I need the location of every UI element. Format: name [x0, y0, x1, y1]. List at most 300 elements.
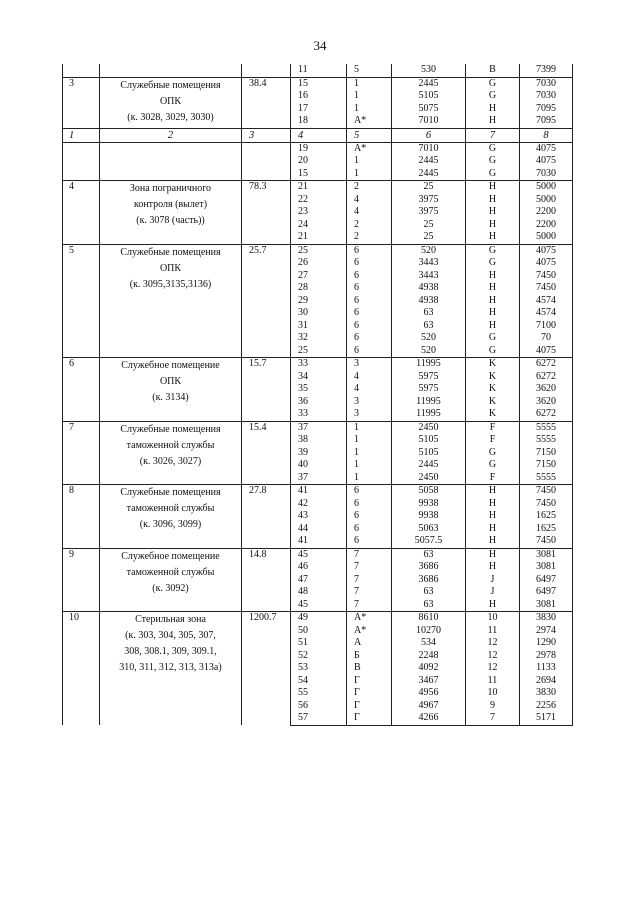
zone-description-line: (к. 303, 304, 305, 307, — [125, 630, 216, 641]
coord-label: G — [466, 447, 520, 460]
coord-label: H — [466, 561, 520, 574]
table-body — [63, 64, 573, 725]
point-number: 37 — [291, 472, 347, 485]
point-number: 57 — [291, 712, 347, 725]
point-number: 25 — [291, 345, 347, 358]
point-number: 36 — [291, 396, 347, 409]
point-number: 54 — [291, 675, 347, 688]
point-number: 49 — [291, 612, 347, 625]
zone-description-line: Служебные помещения — [120, 487, 221, 498]
table-row — [63, 485, 573, 498]
zone-area: 38.4 — [242, 77, 291, 128]
table-row — [63, 77, 573, 90]
coord-y: 7450 — [520, 282, 573, 295]
coord-x: 2445 — [392, 459, 466, 472]
coord-label: G — [466, 77, 520, 90]
point-type: Г — [347, 687, 392, 700]
point-number: 35 — [291, 383, 347, 396]
coord-y: 2694 — [520, 675, 573, 688]
point-number: 17 — [291, 103, 347, 116]
coord-x: 2248 — [392, 650, 466, 663]
point-type: 1 — [347, 77, 392, 90]
coord-y: 3081 — [520, 548, 573, 561]
coord-y: 4075 — [520, 345, 573, 358]
coord-y: 7150 — [520, 459, 573, 472]
zone-number — [63, 142, 100, 181]
coord-y: 5555 — [520, 434, 573, 447]
coord-x: 9938 — [392, 498, 466, 511]
coord-y: 3081 — [520, 561, 573, 574]
coord-label: H — [466, 320, 520, 333]
coord-x: 3975 — [392, 206, 466, 219]
coord-y: 1290 — [520, 637, 573, 650]
coord-y: 1625 — [520, 510, 573, 523]
coord-x: 5105 — [392, 447, 466, 460]
point-type: Г — [347, 675, 392, 688]
coord-label: H — [466, 599, 520, 612]
coord-label: H — [466, 103, 520, 116]
coord-label: H — [466, 510, 520, 523]
coord-x: 63 — [392, 320, 466, 333]
point-type: 7 — [347, 561, 392, 574]
point-type: 6 — [347, 485, 392, 498]
coord-y: 6272 — [520, 358, 573, 371]
coord-label: G — [466, 244, 520, 257]
coord-label: 11 — [466, 625, 520, 638]
point-type: 6 — [347, 535, 392, 548]
point-type: 7 — [347, 586, 392, 599]
coord-x: 5105 — [392, 90, 466, 103]
point-number: 41 — [291, 485, 347, 498]
coord-x: 63 — [392, 599, 466, 612]
coord-label: G — [466, 345, 520, 358]
coord-label: K — [466, 371, 520, 384]
point-type: 7 — [347, 574, 392, 587]
zone-description — [100, 142, 242, 181]
zone-number: 8 — [63, 485, 100, 549]
point-number: 19 — [291, 142, 347, 155]
point-type: 6 — [347, 345, 392, 358]
coord-x: 11995 — [392, 408, 466, 421]
coord-x: 25 — [392, 181, 466, 194]
point-number: 21 — [291, 231, 347, 244]
coord-x: 4938 — [392, 295, 466, 308]
point-type: 3 — [347, 408, 392, 421]
point-number: 25 — [291, 244, 347, 257]
point-number: 28 — [291, 282, 347, 295]
coord-label: 7 — [466, 712, 520, 725]
coord-label: 10 — [466, 687, 520, 700]
coord-y: 7095 — [520, 115, 573, 128]
coord-x: 5063 — [392, 523, 466, 536]
zone-description-line: контроля (вылет) — [133, 199, 208, 210]
zone-description-line: (к. 3028, 3029, 3030) — [127, 111, 214, 123]
coord-x: 3467 — [392, 675, 466, 688]
coord-x: 11995 — [392, 358, 466, 371]
zone-description — [100, 244, 242, 358]
table-row — [63, 181, 573, 194]
coord-label: 12 — [466, 637, 520, 650]
coord-label: G — [466, 257, 520, 270]
point-number: 51 — [291, 637, 347, 650]
point-number: 30 — [291, 307, 347, 320]
point-number: 11 — [291, 64, 347, 77]
coord-y: 2974 — [520, 625, 573, 638]
coord-x: 3443 — [392, 257, 466, 270]
zone-description — [100, 612, 242, 726]
point-number: 46 — [291, 561, 347, 574]
point-number: 29 — [291, 295, 347, 308]
coord-x: 5975 — [392, 371, 466, 384]
coord-x: 3975 — [392, 194, 466, 207]
point-type: 6 — [347, 295, 392, 308]
coord-y: 3830 — [520, 687, 573, 700]
point-type: 2 — [347, 181, 392, 194]
point-type: 1 — [347, 447, 392, 460]
point-type: 7 — [347, 548, 392, 561]
page-number: 34 — [313, 38, 327, 53]
table-row — [63, 142, 573, 155]
coord-x: 520 — [392, 244, 466, 257]
point-type: 6 — [347, 257, 392, 270]
zone-description-line: Служебное помещение — [121, 360, 220, 371]
zone-number: 6 — [63, 358, 100, 422]
zone-number: 7 — [63, 421, 100, 485]
coord-y: 3081 — [520, 599, 573, 612]
zone-description-line: (к. 3078 (часть)) — [136, 215, 205, 226]
coord-y: 7399 — [520, 64, 573, 77]
zone-area — [242, 142, 291, 181]
point-type: 1 — [347, 103, 392, 116]
point-number: 45 — [291, 548, 347, 561]
coord-x: 2445 — [392, 168, 466, 181]
point-type: 3 — [347, 396, 392, 409]
coord-label: H — [466, 548, 520, 561]
point-number: 31 — [291, 320, 347, 333]
point-type: Г — [347, 712, 392, 725]
coord-label: H — [466, 485, 520, 498]
coord-y: 6272 — [520, 371, 573, 384]
point-number: 21 — [291, 181, 347, 194]
zone-description-line: Служебные помещения — [120, 423, 221, 435]
point-type: 4 — [347, 383, 392, 396]
point-type: 1 — [347, 434, 392, 447]
coord-x: 4938 — [392, 282, 466, 295]
coord-label: H — [466, 282, 520, 295]
coord-y: 7450 — [520, 535, 573, 548]
coord-label: G — [466, 155, 520, 168]
coord-label: G — [466, 168, 520, 181]
coord-label: H — [466, 219, 520, 232]
point-number: 37 — [291, 421, 347, 434]
zone-description-line: таможенной службы — [126, 566, 215, 578]
point-number: 45 — [291, 599, 347, 612]
coord-label: H — [466, 295, 520, 308]
coord-label: 12 — [466, 662, 520, 675]
point-type: 1 — [347, 459, 392, 472]
point-number: 47 — [291, 574, 347, 587]
table-row — [63, 244, 573, 257]
zone-description-line: таможенной службы — [126, 503, 215, 514]
point-number: 16 — [291, 90, 347, 103]
coord-y: 7450 — [520, 498, 573, 511]
coord-y: 7095 — [520, 103, 573, 116]
coord-label: F — [466, 421, 520, 434]
coord-label: F — [466, 434, 520, 447]
point-type: 1 — [347, 472, 392, 485]
coord-y: 3830 — [520, 612, 573, 625]
point-number: 42 — [291, 498, 347, 511]
coord-label: B — [466, 64, 520, 77]
point-number: 18 — [291, 115, 347, 128]
point-type: A — [347, 637, 392, 650]
point-type: Г — [347, 700, 392, 713]
point-number: 27 — [291, 270, 347, 283]
point-number: 15 — [291, 168, 347, 181]
coord-x: 520 — [392, 332, 466, 345]
point-type: 2 — [347, 219, 392, 232]
zone-number: 10 — [63, 612, 100, 726]
zone-description-line: Служебные помещения — [120, 79, 221, 91]
coord-label: H — [466, 231, 520, 244]
coord-x: 63 — [392, 548, 466, 561]
column-number: 2 — [100, 128, 242, 142]
coord-x: 2450 — [392, 472, 466, 485]
zone-description — [100, 181, 242, 245]
zone-description-line: ОПК — [159, 95, 182, 107]
point-type: A* — [347, 115, 392, 128]
coord-label: H — [466, 194, 520, 207]
coord-y: 3620 — [520, 396, 573, 409]
coord-label: 9 — [466, 700, 520, 713]
coord-y: 7030 — [520, 168, 573, 181]
column-number: 3 — [242, 128, 291, 142]
point-number: 22 — [291, 194, 347, 207]
coord-y: 4574 — [520, 295, 573, 308]
zone-description-line: (к. 3134) — [152, 392, 189, 403]
point-number: 40 — [291, 459, 347, 472]
zone-area — [242, 64, 291, 77]
coord-label: J — [466, 574, 520, 587]
zone-description-line: 308, 308.1, 309, 309.1, — [124, 646, 217, 657]
point-number: 55 — [291, 687, 347, 700]
coord-x: 5057.5 — [392, 535, 466, 548]
coord-label: H — [466, 270, 520, 283]
coord-label: H — [466, 206, 520, 219]
zone-description-line: Стерильная зона — [135, 614, 206, 625]
coord-x: 520 — [392, 345, 466, 358]
point-type: 4 — [347, 194, 392, 207]
point-number: 50 — [291, 625, 347, 638]
zone-description-line: 310, 311, 312, 313, 313а) — [119, 662, 222, 673]
coord-x: 4967 — [392, 700, 466, 713]
coord-x: 3443 — [392, 270, 466, 283]
zone-number: 4 — [63, 181, 100, 245]
point-type: A* — [347, 612, 392, 625]
coord-x: 4266 — [392, 712, 466, 725]
zone-description-line: (к. 3096, 3099) — [139, 519, 202, 530]
coord-label: H — [466, 523, 520, 536]
table-row — [63, 358, 573, 371]
point-type: A* — [347, 625, 392, 638]
coord-x: 63 — [392, 586, 466, 599]
coord-y: 4075 — [520, 142, 573, 155]
coord-y: 7450 — [520, 485, 573, 498]
coord-y: 7450 — [520, 270, 573, 283]
coord-x: 63 — [392, 307, 466, 320]
point-number: 24 — [291, 219, 347, 232]
coord-label: G — [466, 90, 520, 103]
coord-x: 25 — [392, 231, 466, 244]
coord-label: 10 — [466, 612, 520, 625]
zone-area: 25.7 — [242, 244, 291, 358]
point-type: 4 — [347, 206, 392, 219]
coord-y: 7030 — [520, 77, 573, 90]
column-number: 4 — [291, 128, 347, 142]
zone-area: 1200.7 — [242, 612, 291, 726]
coord-label: F — [466, 472, 520, 485]
coord-label: H — [466, 181, 520, 194]
point-type: 6 — [347, 523, 392, 536]
coord-label: H — [466, 115, 520, 128]
zone-description-line: ОПК — [159, 262, 182, 274]
zone-number — [63, 64, 100, 77]
column-number-row — [63, 128, 573, 142]
zone-description-line: Зона пограничного — [129, 183, 212, 194]
coord-y: 6272 — [520, 408, 573, 421]
point-type: 7 — [347, 599, 392, 612]
point-type: 1 — [347, 168, 392, 181]
coord-y: 1133 — [520, 662, 573, 675]
point-type: 1 — [347, 421, 392, 434]
coord-label: K — [466, 358, 520, 371]
coord-x: 9938 — [392, 510, 466, 523]
coord-y: 2200 — [520, 206, 573, 219]
coord-label: H — [466, 307, 520, 320]
coord-x: 7010 — [392, 115, 466, 128]
column-number: 6 — [392, 128, 466, 142]
coord-y: 5000 — [520, 194, 573, 207]
point-number: 15 — [291, 77, 347, 90]
coord-label: K — [466, 396, 520, 409]
point-number: 48 — [291, 586, 347, 599]
zone-description — [100, 421, 242, 485]
point-type: 4 — [347, 371, 392, 384]
zone-description-line: ОПК — [159, 376, 182, 387]
point-number: 26 — [291, 257, 347, 270]
zone-area: 15.7 — [242, 358, 291, 422]
zone-number: 9 — [63, 548, 100, 612]
coord-label: J — [466, 586, 520, 599]
zone-area: 15.4 — [242, 421, 291, 485]
table-row — [63, 612, 573, 625]
zone-description-line: (к. 3026, 3027) — [139, 455, 202, 467]
column-number: 8 — [520, 128, 573, 142]
point-number: 56 — [291, 700, 347, 713]
zone-number: 3 — [63, 77, 100, 128]
coord-x: 534 — [392, 637, 466, 650]
coord-x: 7010 — [392, 142, 466, 155]
coord-label: H — [466, 498, 520, 511]
zone-description — [100, 64, 242, 77]
point-type: 6 — [347, 282, 392, 295]
coord-y: 5000 — [520, 181, 573, 194]
point-number: 34 — [291, 371, 347, 384]
zone-area: 27.8 — [242, 485, 291, 549]
coord-label: G — [466, 142, 520, 155]
coord-y: 5555 — [520, 472, 573, 485]
zone-description-line: Служебные помещения — [120, 246, 221, 258]
coord-label: G — [466, 459, 520, 472]
point-type: 6 — [347, 510, 392, 523]
coord-y: 4574 — [520, 307, 573, 320]
coord-y: 2978 — [520, 650, 573, 663]
coord-label: 11 — [466, 675, 520, 688]
coord-x: 2445 — [392, 155, 466, 168]
zone-area: 78.3 — [242, 181, 291, 245]
coord-label: H — [466, 535, 520, 548]
coord-label: G — [466, 332, 520, 345]
coord-x: 2450 — [392, 421, 466, 434]
point-number: 33 — [291, 408, 347, 421]
table-row — [63, 64, 573, 77]
coord-x: 4956 — [392, 687, 466, 700]
coord-y: 7100 — [520, 320, 573, 333]
coord-y: 4075 — [520, 257, 573, 270]
point-number: 38 — [291, 434, 347, 447]
coord-x: 4092 — [392, 662, 466, 675]
coord-x: 3686 — [392, 561, 466, 574]
point-type: 6 — [347, 270, 392, 283]
point-type: Б — [347, 650, 392, 663]
point-number: 32 — [291, 332, 347, 345]
coord-label: 12 — [466, 650, 520, 663]
coord-x: 5975 — [392, 383, 466, 396]
point-number: 44 — [291, 523, 347, 536]
coord-y: 6497 — [520, 586, 573, 599]
coord-x: 2445 — [392, 77, 466, 90]
point-type: 6 — [347, 320, 392, 333]
zone-description-line: (к. 3092) — [152, 582, 189, 594]
point-number: 39 — [291, 447, 347, 460]
coord-label: K — [466, 408, 520, 421]
point-number: 43 — [291, 510, 347, 523]
point-type: 6 — [347, 244, 392, 257]
coord-y: 3620 — [520, 383, 573, 396]
zone-description-line: Служебное помещение — [121, 550, 220, 562]
zone-description-line: (к. 3095,3135,3136) — [129, 278, 212, 290]
coord-label: K — [466, 383, 520, 396]
point-number: 52 — [291, 650, 347, 663]
point-type: 2 — [347, 231, 392, 244]
coord-y: 7150 — [520, 447, 573, 460]
point-type: 6 — [347, 332, 392, 345]
point-type: 6 — [347, 498, 392, 511]
coord-y: 2200 — [520, 219, 573, 232]
coord-x: 11995 — [392, 396, 466, 409]
coord-y: 1625 — [520, 523, 573, 536]
coord-y: 4075 — [520, 155, 573, 168]
coord-y: 5000 — [520, 231, 573, 244]
point-number: 41 — [291, 535, 347, 548]
zone-description — [100, 485, 242, 549]
coord-y: 4075 — [520, 244, 573, 257]
point-type: 3 — [347, 358, 392, 371]
coord-y: 2256 — [520, 700, 573, 713]
column-number: 1 — [63, 128, 100, 142]
point-number: 20 — [291, 155, 347, 168]
column-number: 7 — [466, 128, 520, 142]
